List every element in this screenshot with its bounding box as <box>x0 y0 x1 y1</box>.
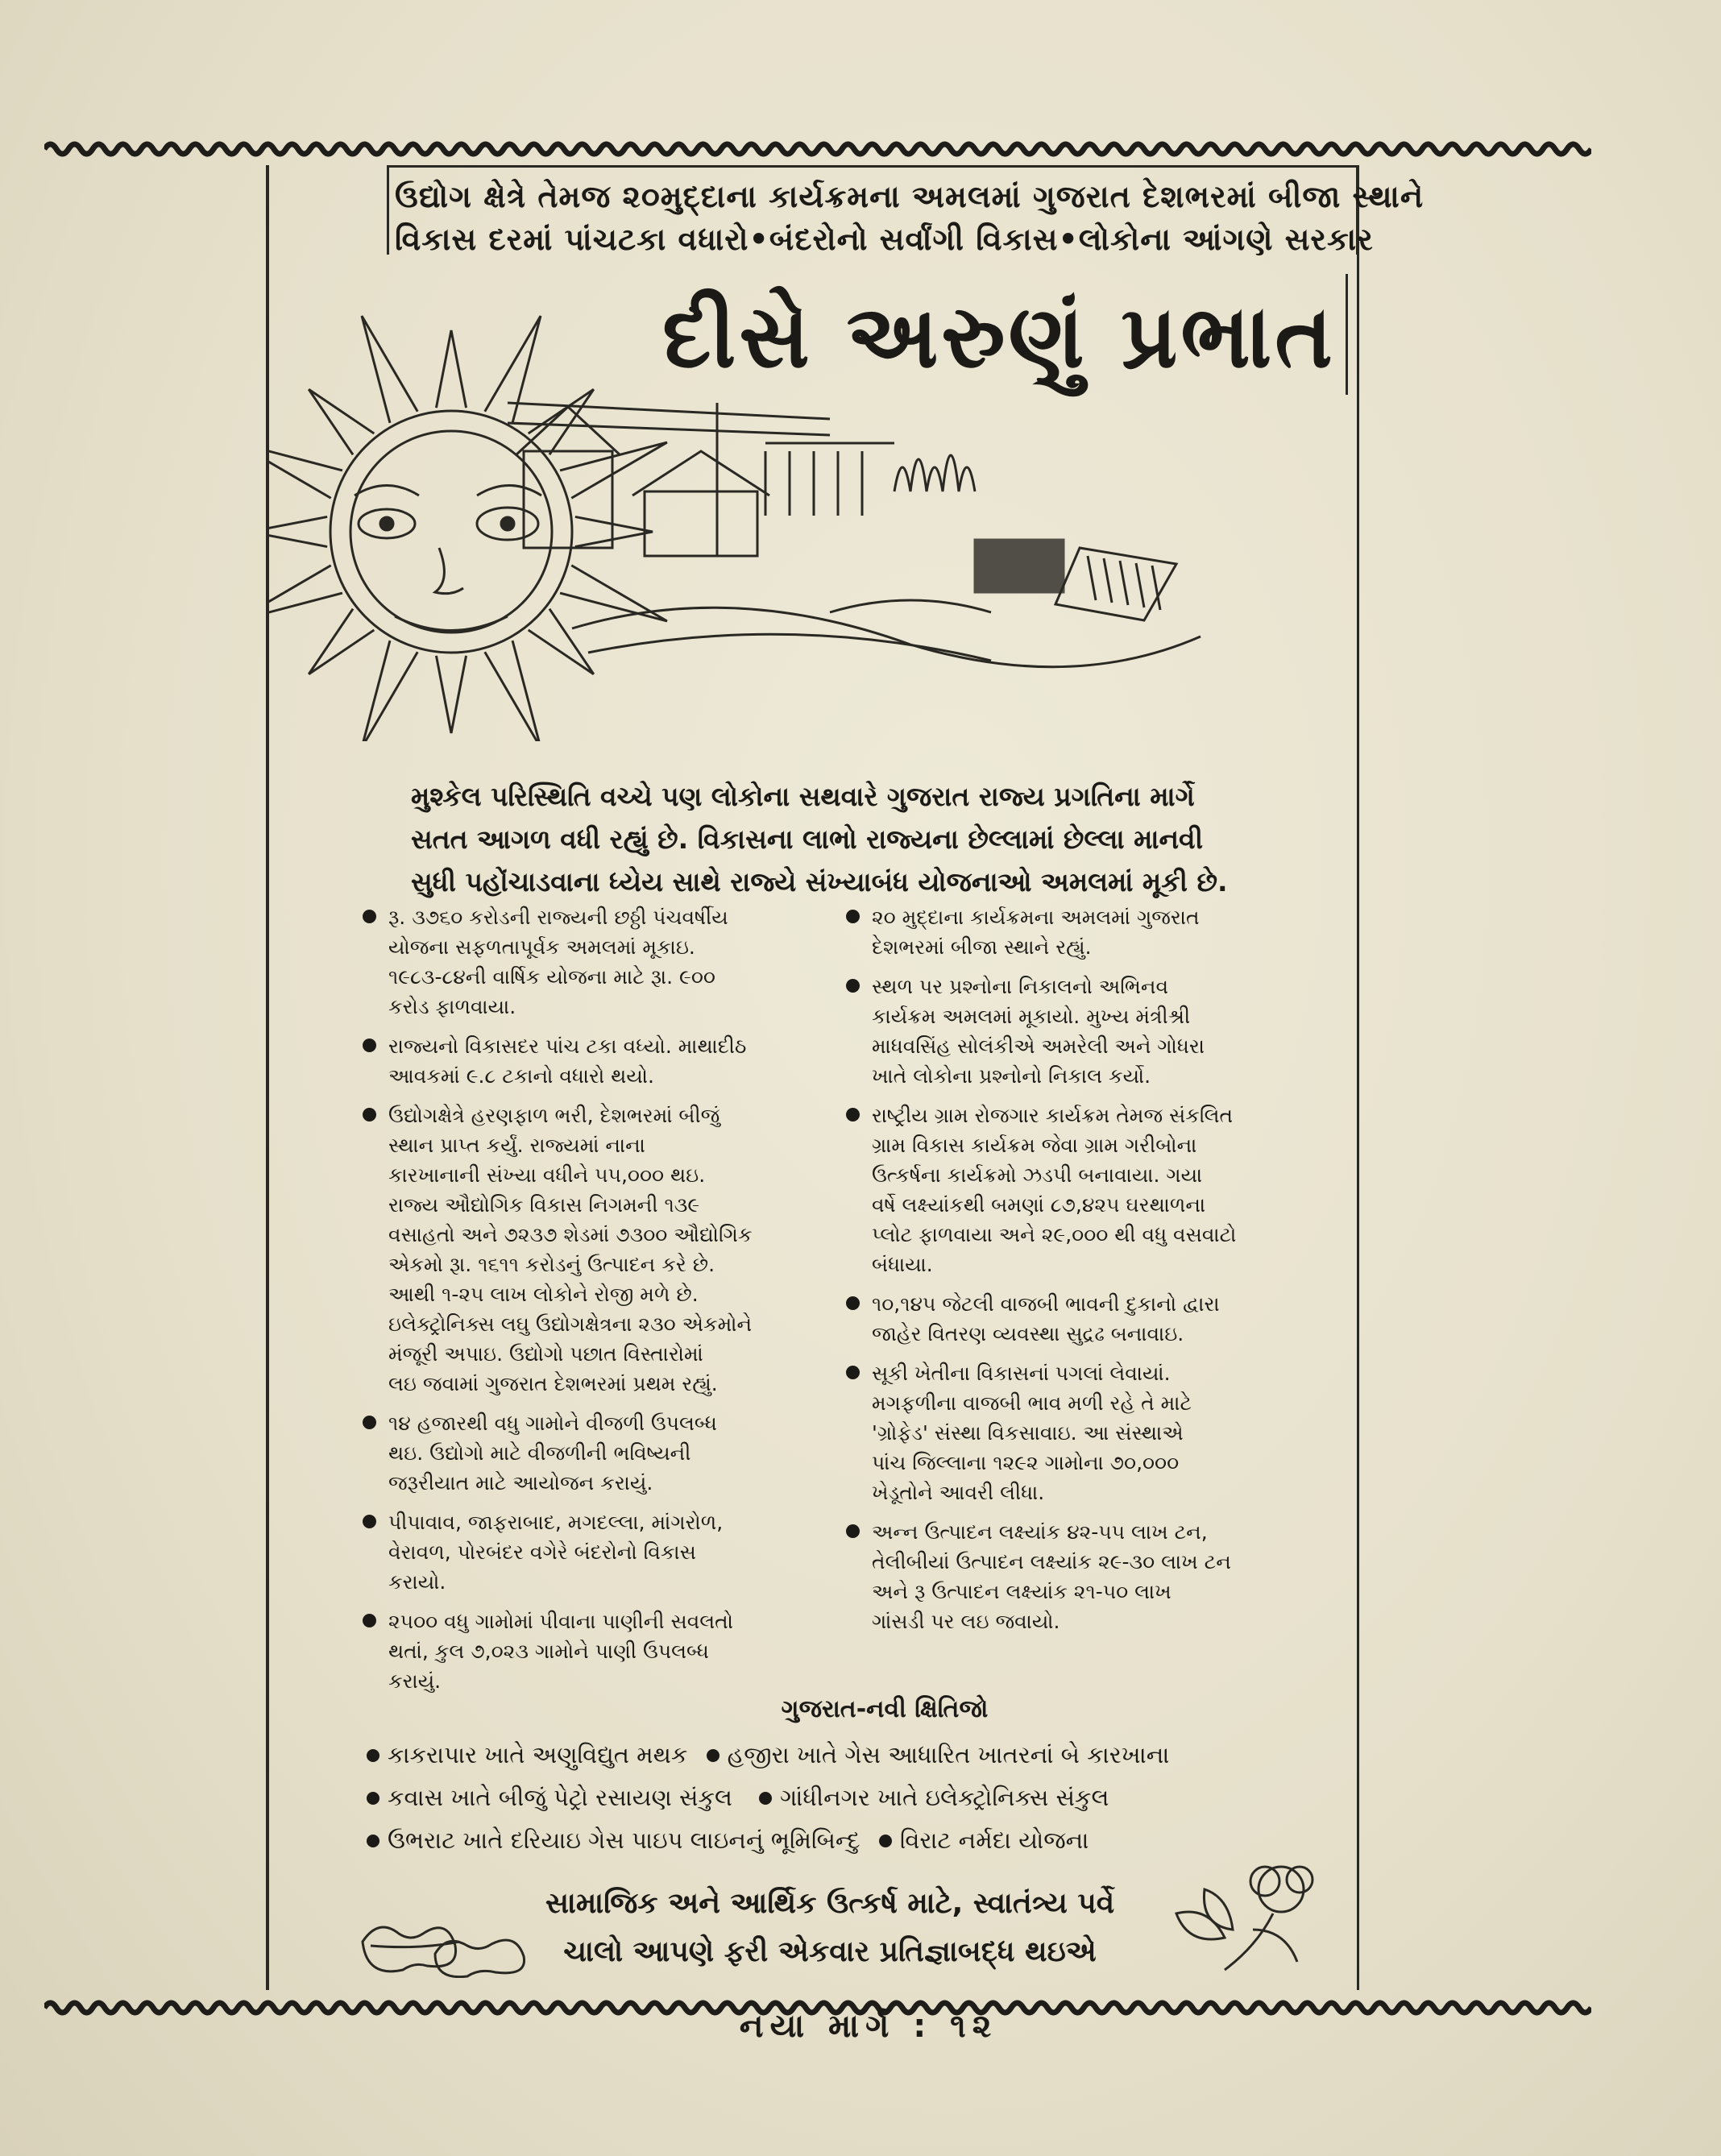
achievement-item <box>846 972 1297 1091</box>
achievement-text-line: સ્થળ પર પ્રશ્નોના નિકાલનો અભિનવ <box>872 975 1169 998</box>
achievement-text-line: ખાતે લોકોના પ્રશ્નોનો નિકાલ કર્યો. <box>872 1064 1151 1088</box>
achievement-text-line: દેશભરમાં બીજા સ્થાને રહ્યું. <box>872 935 1092 959</box>
achievements-right-column <box>846 902 1297 1646</box>
new-horizon-row <box>367 1777 1333 1819</box>
achievement-text-line: માધવસિંહ સોલંકીએ અમરેલી અને ગોધરા <box>872 1034 1205 1058</box>
project-item: કવાસ ખાતે બીજું પેટ્રો રસાયણ સંકુલ <box>388 1784 732 1811</box>
slogan-line-1: સામાજિક અને આર્થિક ઉત્કર્ષ માટે, સ્વાતંત્ર્ય પર્વે <box>545 1887 1115 1920</box>
achievement-text-line: અન્ન ઉત્પાદન લક્ષ્યાંક ૪૨-૫૫ લાખ ટન, <box>872 1520 1208 1544</box>
achievement-text-line: 'ગ્રોફેડ' સંસ્થા વિકસાવાઇ. આ સંસ્થાએ <box>872 1421 1184 1445</box>
new-horizon-row <box>367 1734 1333 1777</box>
achievement-text-line: વેરાવળ, પોરબંદર વગેરે બંદરોનો વિકાસ <box>388 1540 696 1564</box>
page-footer: નયા માર્ગ : ૧૨ <box>739 2008 998 2045</box>
sun-ray <box>436 656 466 733</box>
achievement-text-line: મંજૂરી અપાઇ. ઉદ્યોગો પછાત વિસ્તારોમાં <box>388 1342 703 1366</box>
bullet-icon <box>879 1835 892 1847</box>
achievement-text-line: પાંચ જિલ્લાના ૧૨૯૨ ગામોના ૭૦,૦૦૦ <box>872 1451 1180 1474</box>
bullet-icon <box>363 1515 376 1528</box>
intro-paragraph <box>411 775 1249 903</box>
achievement-text-line: ૨૫૦૦ વધુ ગામોમાં પીવાના પાણીની સવલતો <box>388 1610 734 1633</box>
achievement-text-line: કરોડ ફાળવાયા. <box>388 995 516 1018</box>
achievement-text-line: સ્થાન પ્રાપ્ત કર્યું. રાજ્યમાં નાના <box>388 1134 645 1157</box>
achievement-text-line: વસાહતો અને ૭૨૩૭ શેડમાં ૭૩૦૦ ઔદ્યોગિક <box>388 1223 753 1246</box>
achievement-text-line: રૂ. ૩૭૬૦ કરોડની રાજ્યની છઠ્ઠી પંચવર્ષીય <box>388 906 728 929</box>
bullet-icon <box>367 1792 379 1805</box>
bullet-icon <box>707 1749 720 1762</box>
new-horizon-list <box>367 1734 1333 1862</box>
bullet-icon <box>367 1749 379 1762</box>
achievement-text-line: કરાયું. <box>388 1669 442 1693</box>
sun-ray <box>266 516 327 546</box>
achievement-text-line: રાષ્ટ્રીય ગ્રામ રોજગાર કાર્યક્રમ તેમજ સંકલિત <box>872 1104 1234 1127</box>
achievement-item <box>846 1289 1297 1349</box>
achievement-text-line: આવકમાં ૯.૮ ટકાનો વધારો થયો. <box>388 1064 655 1088</box>
achievement-text-line: જાહેર વિતરણ વ્યવસ્થા સુદ્રઢ બનાવાઇ. <box>872 1322 1184 1345</box>
achievement-text-line: ઉત્કર્ષના કાર્યક્રમો ઝડપી બનાવાયા. ગયા <box>872 1163 1203 1187</box>
achievement-text-line: થતાં, કુલ ૭,૦૨૩ ગામોને પાણી ઉપલબ્ધ <box>388 1640 709 1663</box>
achievement-item <box>363 1607 798 1696</box>
new-horizon-title: ગુજરાત-નવી ક્ષિતિજો <box>781 1695 989 1723</box>
bullet-icon <box>846 1524 860 1538</box>
achievement-text-line: ૨૦ મુદ્દાના કાર્યક્રમના અમલમાં ગુજરાત <box>872 906 1200 929</box>
project-item: ઉભરાટ ખાતે દરિયાઇ ગેસ પાઇપ લાઇનનું ભૂમિબિન્દુ <box>388 1826 860 1854</box>
bullet-icon <box>846 1366 860 1379</box>
achievement-text-line: અને રૂ ઉત્પાદન લક્ષ્યાંક ૨૧-૫૦ લાખ <box>872 1580 1172 1603</box>
headline-line-2: વિકાસ દરમાં પાંચટકા વધારો•બંદરોનો સર્વાંગી વિકાસ•લોકોના આંગણે સરકાર <box>395 222 1374 257</box>
achievement-text-line: કરાયો. <box>388 1570 446 1594</box>
achievement-text-line: ગાંસડી પર લઇ જવાયો. <box>872 1610 1060 1633</box>
achievement-item <box>363 1101 798 1399</box>
achievement-text-line: કારખાનાની સંખ્યા વધીને ૫૫,૦૦૦ થઇ. <box>388 1163 706 1187</box>
achievement-text-line: ઉદ્યોગક્ષેત્રે હરણફાળ ભરી, દેશભરમાં બીજું <box>388 1104 720 1127</box>
project-item: હજીરા ખાતે ગેસ આધારિત ખાતરનાં બે કારખાના <box>727 1741 1170 1768</box>
achievement-text-line: ૧૪ હજારથી વધુ ગામોને વીજળી ઉપલબ્ધ <box>388 1412 717 1435</box>
achievement-text-line: થઇ. ઉદ્યોગો માટે વીજળીની ભવિષ્યની <box>388 1441 691 1465</box>
sun-ray <box>436 330 466 408</box>
achievement-item <box>363 1408 798 1498</box>
achievement-item <box>363 1031 798 1091</box>
peanut-icon <box>427 1930 532 1978</box>
bullet-icon <box>846 1108 860 1122</box>
achievement-text-line: ગ્રામ વિકાસ કાર્યક્રમ જેવા ગ્રામ ગરીબોના <box>872 1134 1197 1157</box>
bullet-icon <box>846 1296 860 1310</box>
achievement-text-line: ઇલેક્ટ્રોનિક્સ લઘુ ઉદ્યોગક્ષેત્રના ૨૩૦ એકમોને <box>388 1312 753 1336</box>
intro-line-2: સતત આગળ વધી રહ્યું છે. વિકાસના લાભો રાજ્યના છેલ્લામાં છેલ્લા માનવી <box>411 823 1204 855</box>
sun-ray <box>309 609 374 674</box>
bullet-icon <box>759 1792 772 1805</box>
achievement-text-line: રાજ્ય ઔદ્યોગિક વિકાસ નિગમની ૧૩૯ <box>388 1193 700 1217</box>
achievement-text-line: એકમો રૂા. ૧૬૧૧ કરોડનું ઉત્પાદન કરે છે. <box>388 1253 715 1276</box>
sun-ray <box>266 566 342 621</box>
achievement-text-line: ખેડૂતોને આવરી લીધા. <box>872 1481 1045 1504</box>
bullet-icon <box>363 1039 376 1052</box>
achievement-text-line: વર્ષે લક્ષ્યાંકથી બમણાં ૮૭,૪૨૫ ઘરથાળના <box>872 1193 1206 1217</box>
achievement-text-line: મગફળીના વાજબી ભાવ મળી રહે તે માટે <box>872 1391 1192 1415</box>
sun-ray <box>362 316 417 423</box>
achievement-item <box>363 902 798 1022</box>
bullet-icon <box>363 1614 376 1627</box>
slogan-line-2: ચાલો આપણે ફરી એકવાર પ્રતિજ્ઞાબદ્ધ થઇએ <box>563 1935 1097 1968</box>
achievements-left-column <box>363 902 798 1706</box>
project-item: ગાંધીનગર ખાતે ઇલેક્ટ્રોનિક્સ સંકુલ <box>780 1784 1109 1811</box>
achievement-text-line: તેલીબીયાં ઉત્પાદન લક્ષ્યાંક ૨૯-૩૦ લાખ ટન <box>872 1550 1231 1573</box>
achievement-text-line: પીપાવાવ, જાફરાબાદ, મગદલ્લા, માંગરોળ, <box>388 1511 724 1534</box>
sun-ray <box>309 389 374 454</box>
bullet-icon <box>846 979 860 993</box>
bullet-icon <box>363 910 376 923</box>
achievement-text-line: યોજના સફળતાપૂર્વક અમલમાં મૂકાઇ. <box>388 935 695 959</box>
project-item: કાકરાપાર ખાતે અણુવિદ્યુત મથક <box>388 1741 688 1768</box>
intro-line-1: મુશ્કેલ પરિસ્થિતિ વચ્ચે પણ લોકોના સથવારે ગુજરાત રાજ્ય પ્રગતિના માર્ગે <box>411 781 1195 812</box>
ad-title: દીસે અરુણું પ્રભાત <box>662 286 1336 388</box>
achievement-text-line: લઇ જવામાં ગુજરાત દેશભરમાં પ્રથમ રહ્યું. <box>388 1372 718 1395</box>
sun-ray <box>362 641 417 741</box>
headline-line-1: ઉદ્યોગ ક્ષેત્રે તેમજ ૨૦મુદ્દાના કાર્યક્રમના અમલમાં ગુજરાત દેશભરમાં બીજા સ્થાને <box>395 179 1424 214</box>
achievement-item <box>846 1517 1297 1636</box>
achievement-text-line: રાજ્યનો વિકાસદર પાંચ ટકા વધ્યો. માથાદીઠ <box>388 1034 747 1058</box>
achievement-text-line: બંધાયા. <box>872 1253 933 1276</box>
bullet-icon <box>367 1835 379 1847</box>
achievement-item <box>363 1507 798 1597</box>
sun-ray <box>485 641 541 741</box>
cotton-plant-icon <box>1172 1857 1329 1978</box>
achievement-text-line: ૧૦,૧૪૫ જેટલી વાજબી ભાવની દુકાનો દ્વારા <box>872 1292 1220 1316</box>
new-horizon-row <box>367 1819 1333 1862</box>
bullet-icon <box>846 910 860 923</box>
sun-ray <box>485 316 541 423</box>
sun-village-illustration <box>266 290 1209 741</box>
achievement-text-line: કાર્યક્રમ અમલમાં મૂકાયો. મુખ્ય મંત્રીશ્રી <box>872 1005 1191 1028</box>
achievement-item <box>846 902 1297 962</box>
achievement-text-line: જરૂરીયાત માટે આયોજન કરાયું. <box>388 1471 653 1495</box>
sun-ray <box>529 609 594 674</box>
achievement-item <box>846 1101 1297 1279</box>
sun-ray <box>575 516 653 546</box>
sun-ray <box>266 442 342 498</box>
achievement-text-line: ૧૯૮૩-૮૪ની વાર્ષિક યોજના માટે રૂા. ૯૦૦ <box>388 965 715 989</box>
top-wavy-rule <box>44 135 1591 163</box>
achievement-text-line: પ્લોટ ફાળવાયા અને ૨૯,૦૦૦ થી વધુ વસવાટો <box>872 1223 1237 1246</box>
achievement-text-line: આથી ૧-૨૫ લાખ લોકોને રોજી મળે છે. <box>388 1283 699 1306</box>
project-item: વિરાટ નર્મદા યોજના <box>899 1826 1089 1854</box>
bullet-icon <box>363 1108 376 1122</box>
intro-line-3: સુધી પહોંચાડવાના ધ્યેય સાથે રાજ્યે સંખ્યાબંધ યોજનાઓ અમલમાં મૂકી છે. <box>411 866 1228 898</box>
achievement-text-line: સૂકી ખેતીના વિકાસનાં પગલાં લેવાયાં. <box>872 1362 1171 1385</box>
bullet-icon <box>363 1416 376 1429</box>
achievement-item <box>846 1358 1297 1507</box>
